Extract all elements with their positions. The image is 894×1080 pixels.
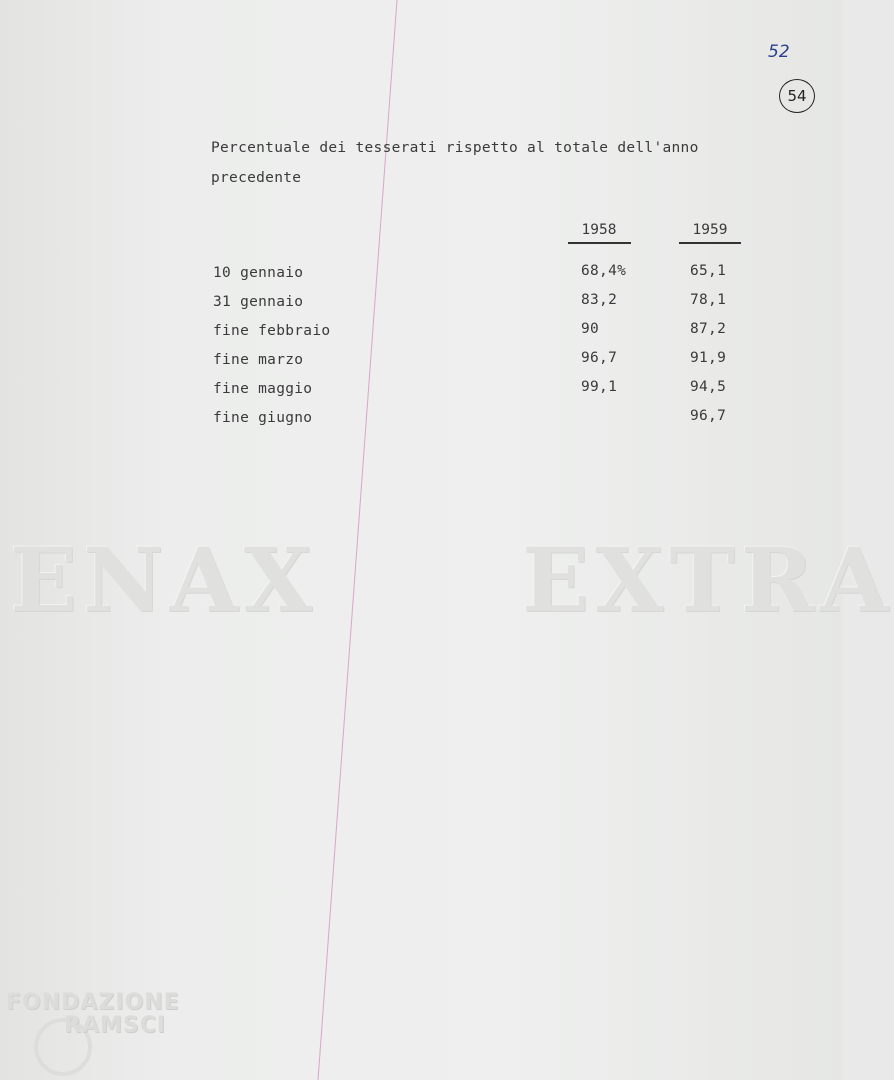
document-title-line1: Percentuale dei tesserati rispetto al totale dell'anno xyxy=(211,140,699,156)
row-value-1959: 65,1 xyxy=(690,263,727,279)
row-value-1958: 96,7 xyxy=(581,350,618,366)
row-value-1958: 83,2 xyxy=(581,292,618,308)
row-value-1958: 99,1 xyxy=(581,379,618,395)
archive-logo xyxy=(6,990,180,1038)
row-value-1959: 94,5 xyxy=(690,379,727,395)
circled-page-number-text: 54 xyxy=(787,87,807,105)
row-label: fine giugno xyxy=(213,410,313,426)
column-underline-1959 xyxy=(679,242,741,244)
row-label: 10 gennaio xyxy=(213,265,304,281)
circled-page-number xyxy=(779,79,815,113)
row-value-1959: 91,9 xyxy=(690,350,727,366)
row-value-1958: 90 xyxy=(581,321,600,337)
column-underline-1958 xyxy=(568,242,631,244)
watermark-right: EXTRA xyxy=(522,528,894,632)
column-header-1958: 1958 xyxy=(581,222,617,238)
archive-logo-line2: RAMSCI xyxy=(64,1013,167,1038)
row-label: fine febbraio xyxy=(213,323,331,339)
column-header-1959: 1959 xyxy=(692,222,728,238)
row-label: fine maggio xyxy=(213,381,313,397)
row-label: fine marzo xyxy=(213,352,304,368)
handwritten-page-number: 52 xyxy=(768,42,790,62)
row-value-1959: 87,2 xyxy=(690,321,727,337)
watermark-left: ENAX xyxy=(10,528,319,632)
archive-logo-line1: FONDAZIONE xyxy=(6,990,180,1015)
row-value-1958: 68,4% xyxy=(581,263,627,279)
row-value-1959: 96,7 xyxy=(690,408,727,424)
document-title-line2: precedente xyxy=(211,170,302,186)
row-label: 31 gennaio xyxy=(213,294,304,310)
row-value-1959: 78,1 xyxy=(690,292,727,308)
